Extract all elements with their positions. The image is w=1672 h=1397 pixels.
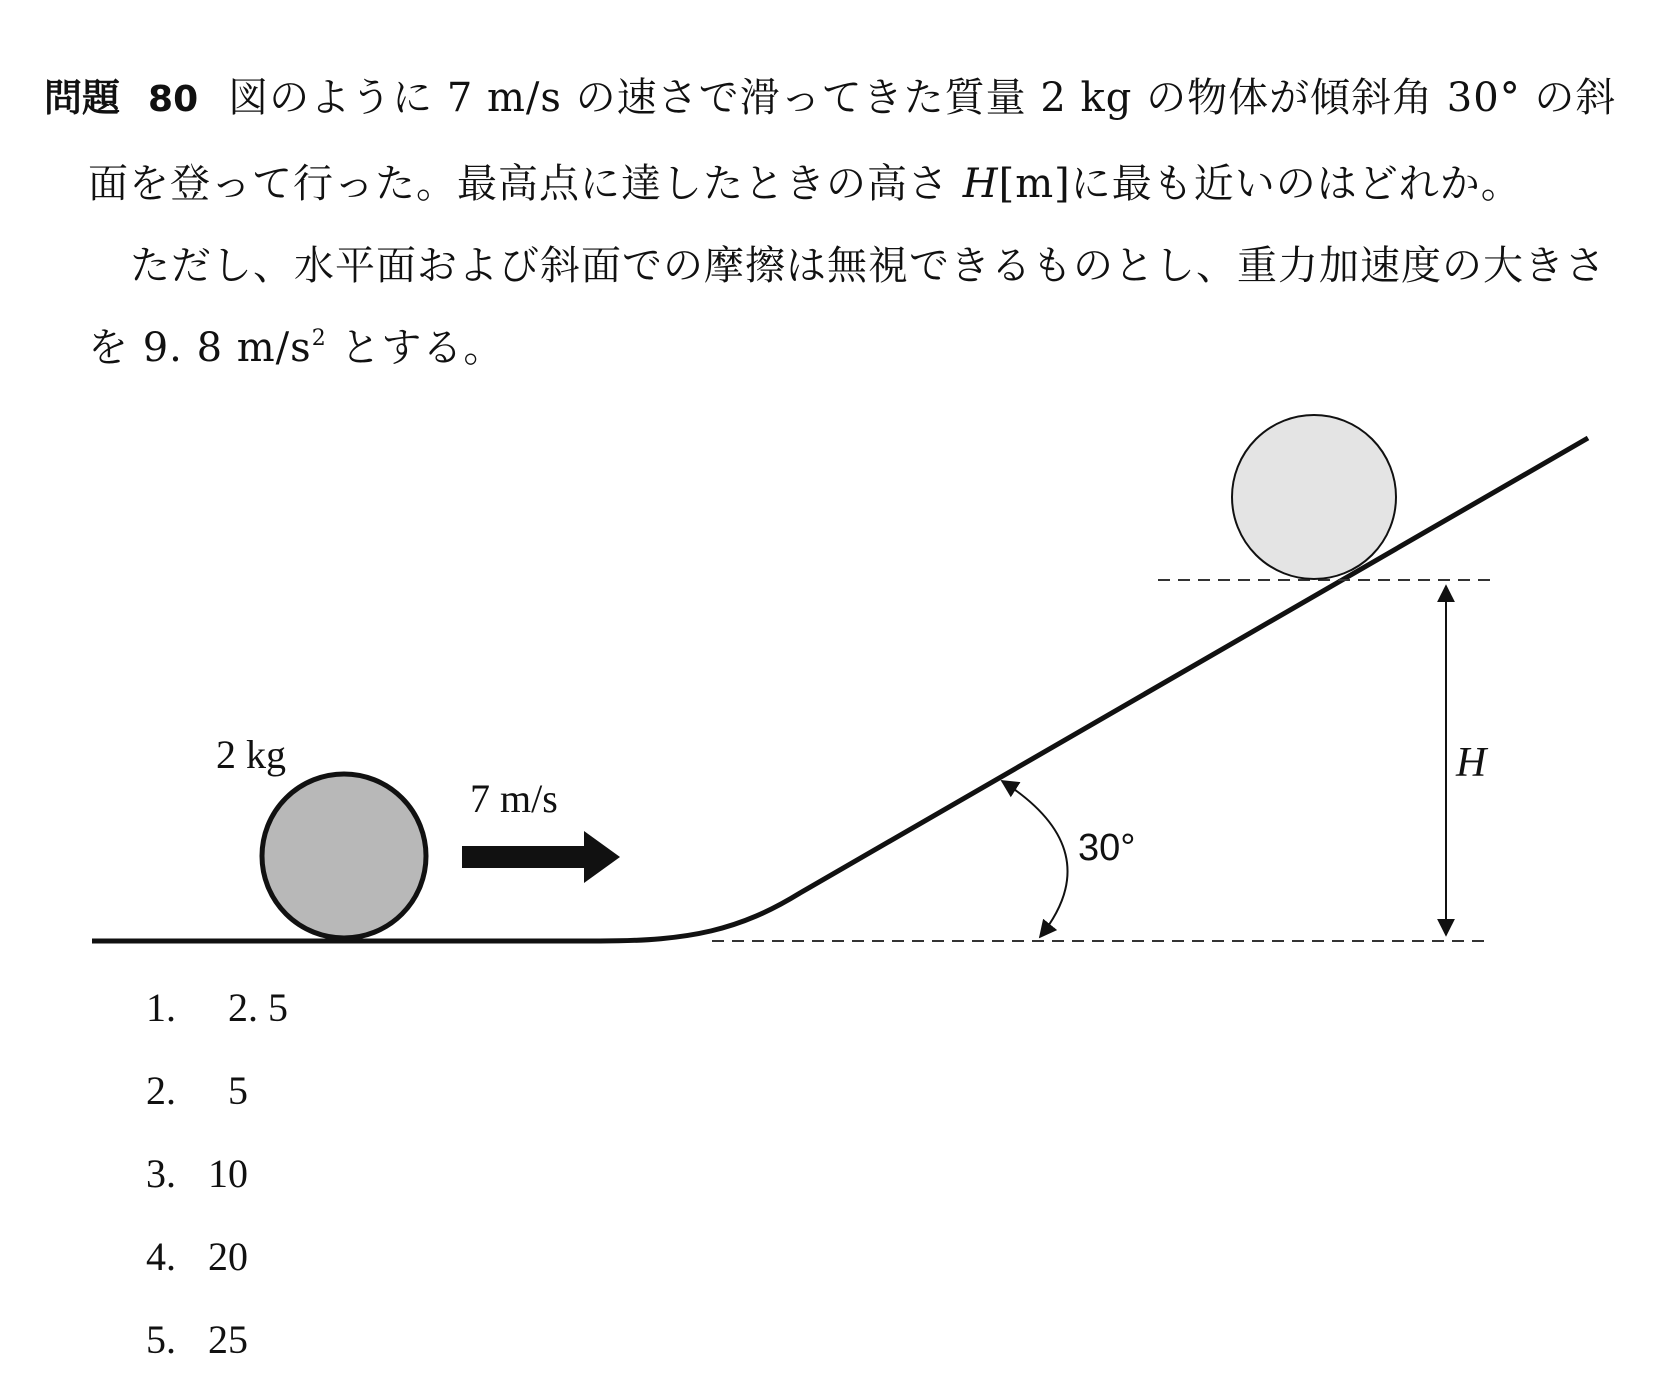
choice-value: 25 — [208, 1317, 248, 1362]
problem-text-1: 図のように 7 m/s の速さで滑ってきた質量 2 kg の物体が傾斜角 30° の斜 — [228, 75, 1617, 121]
choice-4[interactable] — [146, 1231, 328, 1283]
exponent: 2 — [311, 326, 327, 351]
choice-value: 20 — [208, 1234, 248, 1279]
choice-number: 4. — [146, 1234, 176, 1279]
choice-value: 10 — [208, 1151, 248, 1196]
arc-arrow-icon — [1002, 781, 1068, 937]
problem-text-2a: 面を登って行った。最高点に達したときの高さ — [88, 161, 963, 207]
choice-number: 5. — [146, 1317, 176, 1362]
problem-text-3: ただし、水平面および斜面での摩擦は無視できるものとし、重力加速度の大きさ — [130, 243, 1606, 289]
choice-value: 2. 5 — [228, 985, 288, 1030]
problem-text-4a: を 9. 8 m/s — [88, 325, 312, 371]
angle-label: 30° — [1078, 827, 1136, 869]
mass-ball-top — [1232, 415, 1396, 579]
choice-1[interactable] — [146, 982, 328, 1034]
answer-choices — [146, 982, 328, 1397]
velocity-label: 7 m/s — [470, 776, 558, 821]
mass-ball-start — [262, 774, 426, 938]
problem-number: 80 — [148, 79, 199, 120]
choice-5[interactable] — [146, 1314, 328, 1366]
problem-text-2b: [m]に最も近いのはどれか。 — [998, 161, 1522, 207]
height-label: H — [1456, 740, 1487, 786]
choice-value: 5 — [228, 1068, 248, 1113]
choice-number: 3. — [146, 1151, 176, 1196]
choice-2[interactable] — [146, 1065, 328, 1117]
choice-number: 2. — [146, 1068, 176, 1113]
mass-label: 2 kg — [216, 732, 286, 777]
height-variable: H — [962, 161, 999, 207]
choice-number: 1. — [146, 985, 176, 1030]
choice-3[interactable] — [146, 1148, 328, 1200]
problem-text-4b: とする。 — [326, 325, 505, 371]
problem-label: 問題 — [44, 76, 121, 120]
right-arrow-icon — [462, 831, 620, 883]
